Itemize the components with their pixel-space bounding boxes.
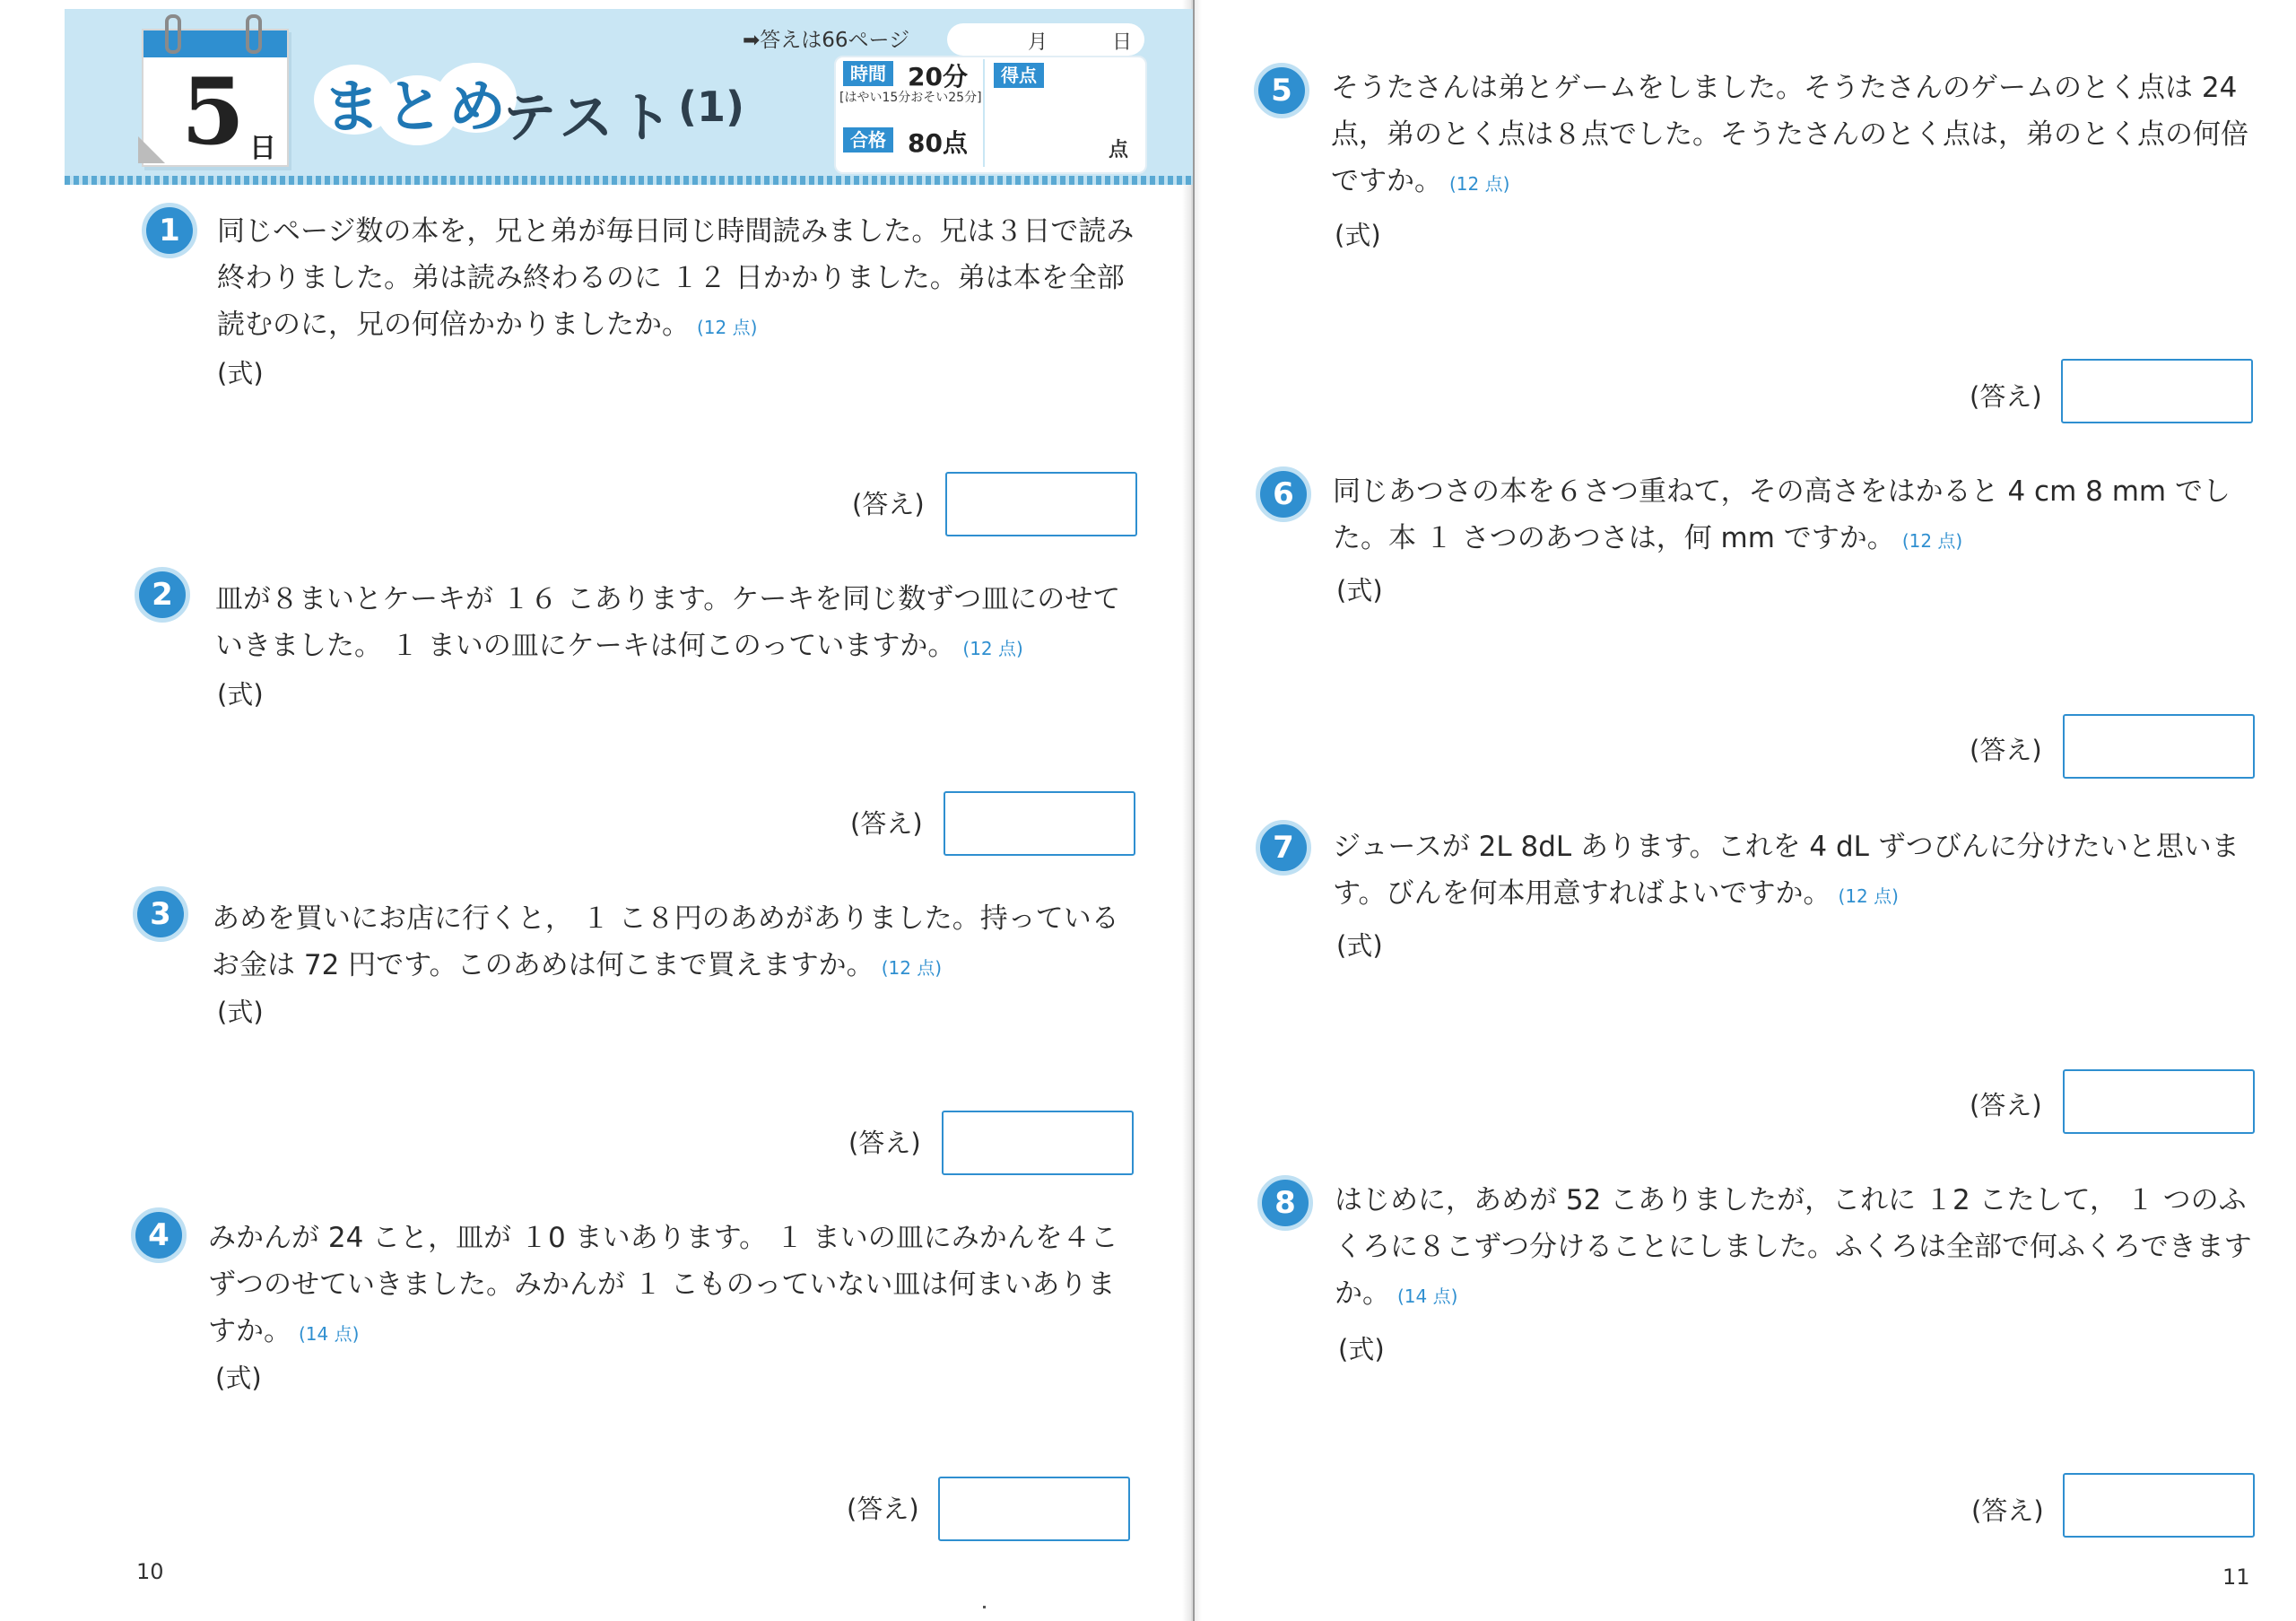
- problem-1-body: 同じページ数の本を，兄と弟が毎日同じ時間読みました。兄は３日で読み終わりました。弟は読み終わるのに １２ 日かかりました。弟は本を全部読むのに，兄の何倍かかりましたか。: [217, 215, 1135, 341]
- answer-label-2: (答え): [850, 808, 923, 839]
- answer-box-7[interactable]: [2063, 1069, 2255, 1134]
- answer-box-4[interactable]: [938, 1477, 1130, 1541]
- formula-label-2: (式): [217, 679, 264, 710]
- formula-label-1: (式): [217, 358, 264, 388]
- day-number: 5: [181, 58, 245, 166]
- problem-3-points: (12 点): [881, 957, 943, 979]
- page-curl-icon: [138, 136, 165, 163]
- time-value: 20分: [908, 62, 968, 92]
- problem-5-body: そうたさんは弟とゲームをしました。そうたさんのゲームのとく点は 24 点，弟のとく点は８点でした。そうたさんのとく点は，弟のとく点の何倍ですか。: [1331, 72, 2248, 197]
- answer-label-7: (答え): [1970, 1090, 2042, 1120]
- problem-text-6: [1333, 468, 2266, 564]
- problem-text-1: [217, 208, 1141, 351]
- problem-number-1: 1: [142, 203, 197, 258]
- problem-5-points: (12 点): [1449, 173, 1510, 195]
- problem-number-4: 4: [131, 1207, 187, 1263]
- answer-box-1[interactable]: [945, 472, 1137, 536]
- problem-7-points: (12 点): [1838, 885, 1899, 907]
- problem-8-points: (14 点): [1397, 1285, 1458, 1307]
- answer-box-8[interactable]: [2063, 1473, 2255, 1538]
- problem-text-2: [215, 576, 1148, 672]
- gutter-line: [1193, 0, 1195, 1621]
- problem-number-7: 7: [1256, 820, 1311, 876]
- answer-label-6: (答え): [1970, 735, 2042, 765]
- problem-4-body: みかんが 24 こと，皿が １0 まいあります。 １ まいの皿にみかんを４こずつのせていきました。みかんが １ こものっていない皿は何まいありますか。: [208, 1222, 1118, 1347]
- problem-number-5: 5: [1254, 63, 1309, 118]
- pass-tag: 合格: [843, 127, 893, 153]
- formula-label-7: (式): [1336, 930, 1383, 961]
- problem-text-3: [212, 895, 1144, 991]
- problem-number-6: 6: [1256, 466, 1311, 522]
- title-matome: まとめ: [323, 74, 511, 141]
- answer-label-1: (答え): [852, 489, 925, 519]
- problem-number-2: 2: [135, 567, 190, 623]
- problem-4-points: (14 点): [299, 1323, 360, 1345]
- score-tag: 得点: [994, 63, 1044, 88]
- answer-page-reference: ➡答えは66ページ: [743, 29, 910, 52]
- calendar-ring-icon: [246, 14, 262, 54]
- formula-label-6: (式): [1336, 575, 1383, 606]
- answer-box-5[interactable]: [2061, 359, 2253, 423]
- formula-label-4: (式): [215, 1363, 262, 1393]
- problem-8-body: はじめに，あめが 52 こありましたが，これに １2 こたして， １ つのふくろに８こずつ分けることにしました。ふくろは全部で何ふくろできますか。: [1335, 1184, 2252, 1310]
- formula-label-5: (式): [1335, 220, 1381, 250]
- info-divider: [983, 59, 985, 167]
- month-label: 月: [1028, 31, 1048, 54]
- page-number-left: 10: [136, 1559, 164, 1584]
- page-number-right: 11: [2222, 1564, 2250, 1590]
- answer-label-5: (答え): [1970, 381, 2042, 412]
- date-day-label: 日: [1112, 31, 1133, 54]
- problem-3-body: あめを買いにお店に行くと， １ こ８円のあめがありました。持っているお金は 72 円です。このあめは何こまで買えますか。: [212, 902, 1119, 981]
- problem-text-4: [208, 1215, 1141, 1357]
- answer-label-4: (答え): [847, 1494, 919, 1524]
- answer-box-3[interactable]: [942, 1111, 1134, 1175]
- answer-label-8: (答え): [1971, 1495, 2044, 1526]
- day-suffix: 日: [249, 133, 276, 164]
- problem-number-3: 3: [133, 886, 188, 942]
- title-number: (1): [678, 83, 745, 131]
- scan-dot: [983, 1606, 986, 1608]
- formula-label-3: (式): [217, 997, 264, 1027]
- formula-label-8: (式): [1338, 1334, 1385, 1364]
- answer-box-2[interactable]: [944, 791, 1135, 856]
- problem-number-8: 8: [1257, 1175, 1313, 1231]
- problem-7-body: ジュースが 2L 8dL あります。これを 4 dL ずつびんに分けたいと思います。びんを何本用意すればよいですか。: [1333, 831, 2239, 910]
- answer-box-6[interactable]: [2063, 714, 2255, 779]
- answer-label-3: (答え): [848, 1128, 921, 1158]
- problem-6-body: 同じあつさの本を６さつ重ねて，その高さをはかると 4 cm 8 mm でした。本 １ さつのあつさは，何 mm ですか。: [1333, 475, 2231, 554]
- score-unit: 点: [1109, 139, 1129, 161]
- day-calendar-icon: [142, 29, 289, 167]
- time-note: [はやい15分おそい25分]: [839, 91, 982, 105]
- problem-text-8: [1335, 1177, 2267, 1320]
- problem-text-5: [1331, 65, 2264, 207]
- time-tag: 時間: [843, 61, 893, 86]
- book-gutter: [1182, 0, 1202, 1621]
- banner-stripe: [65, 176, 1193, 185]
- problem-2-body: 皿が８まいとケーキが １６ こあります。ケーキを同じ数ずつ皿にのせていきました。 １ まいの皿にケーキは何このっていますか。: [215, 583, 1121, 662]
- problem-6-points: (12 点): [1901, 530, 1963, 552]
- pass-value: 80点: [908, 128, 968, 158]
- problem-text-7: [1333, 824, 2266, 919]
- problem-1-points: (12 点): [697, 317, 758, 338]
- problem-2-points: (12 点): [962, 638, 1023, 659]
- calendar-ring-icon: [165, 14, 181, 54]
- title-test: テスト: [502, 87, 678, 150]
